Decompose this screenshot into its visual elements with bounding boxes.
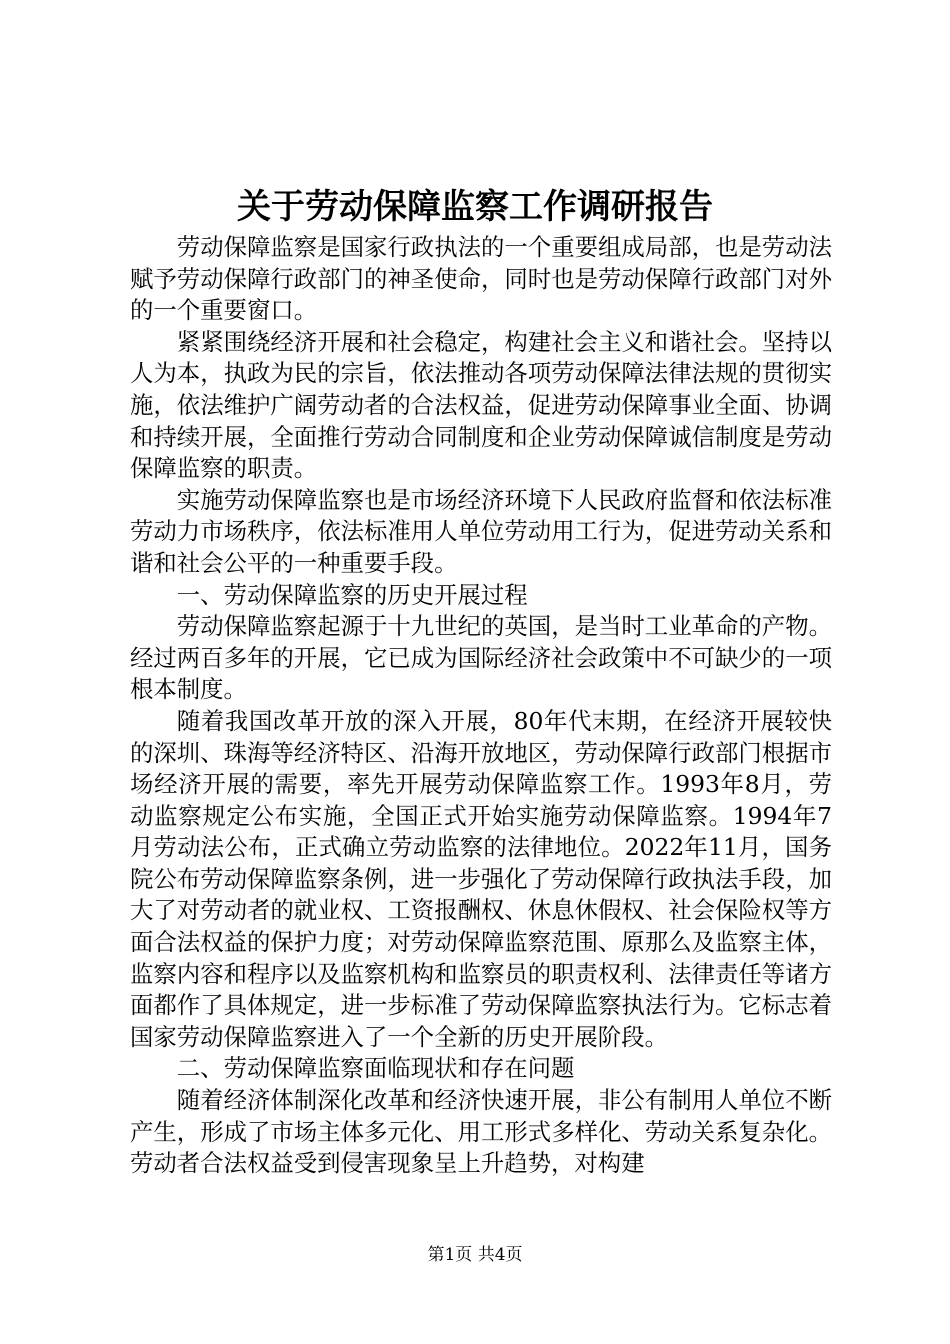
document-body bbox=[130, 232, 832, 1180]
page-footer: 第1页 共4页 bbox=[427, 1245, 523, 1265]
paragraph: 随着经济体制深化改革和经济快速开展，非公有制用人单位不断产生，形成了市场主体多元化、用工形式多样化、劳动关系复杂化。劳动者合法权益受到侵害现象呈上升趋势，对构建 bbox=[130, 1086, 832, 1178]
section-heading: 一、劳动保障监察的历史开展过程 bbox=[176, 580, 528, 609]
paragraph: 实施劳动保障监察也是市场经济环境下人民政府监督和依法标准劳动力市场秩序，依法标准用人单位劳动用工行为，促进劳动关系和谐和社会公平的一种重要手段。 bbox=[130, 485, 832, 577]
paragraph: 紧紧围绕经济开展和社会稳定，构建社会主义和谐社会。坚持以人为本，执政为民的宗旨，依法推动各项劳动保障法律法规的贯彻实施，依法维护广阔劳动者的合法权益，促进劳动保障事业全面、协调和持续开展，全面推行劳动合同制度和企业劳动保障诚信制度是劳动保障监察的职责。 bbox=[130, 327, 832, 483]
paragraph: 劳动保障监察是国家行政执法的一个重要组成局部，也是劳动法赋予劳动保障行政部门的神圣使命，同时也是劳动保障行政部门对外的一个重要窗口。 bbox=[130, 233, 832, 325]
document-title: 关于劳动保障监察工作调研报告 bbox=[237, 187, 713, 227]
paragraph: 劳动保障监察起源于十九世纪的英国，是当时工业革命的产物。经过两百多年的开展，它已成为国际经济社会政策中不可缺少的一项根本制度。 bbox=[130, 612, 832, 704]
section-heading: 二、劳动保障监察面临现状和存在问题 bbox=[176, 1054, 575, 1083]
paragraph: 随着我国改革开放的深入开展，80年代末期，在经济开展较快的深圳、珠海等经济特区、沿海开放地区，劳动保障行政部门根据市场经济开展的需要，率先开展劳动保障监察工作。1993年8月，劳动监察规定公布实施，全国正式开始实施劳动保障监察。1994年7月劳动法公布，正式确立劳动监察的法律地位。2022年11月，国务院公布劳动保障监察条例，进一步强化了劳动保障行政执法手段，加大了对劳动者的就业权、工资报酬权、休息休假权、社会保险权等方面合法权益的保护力度；对劳动保障监察范围、原那么及监察主体，监察内容和程序以及监察机构和监察员的职责权利、法律责任等诸方面都作了具体规定，进一步标准了劳动保障监察执法行为。它标志着国家劳动保障监察进入了一个全新的历史开展阶段。 bbox=[130, 706, 832, 1051]
